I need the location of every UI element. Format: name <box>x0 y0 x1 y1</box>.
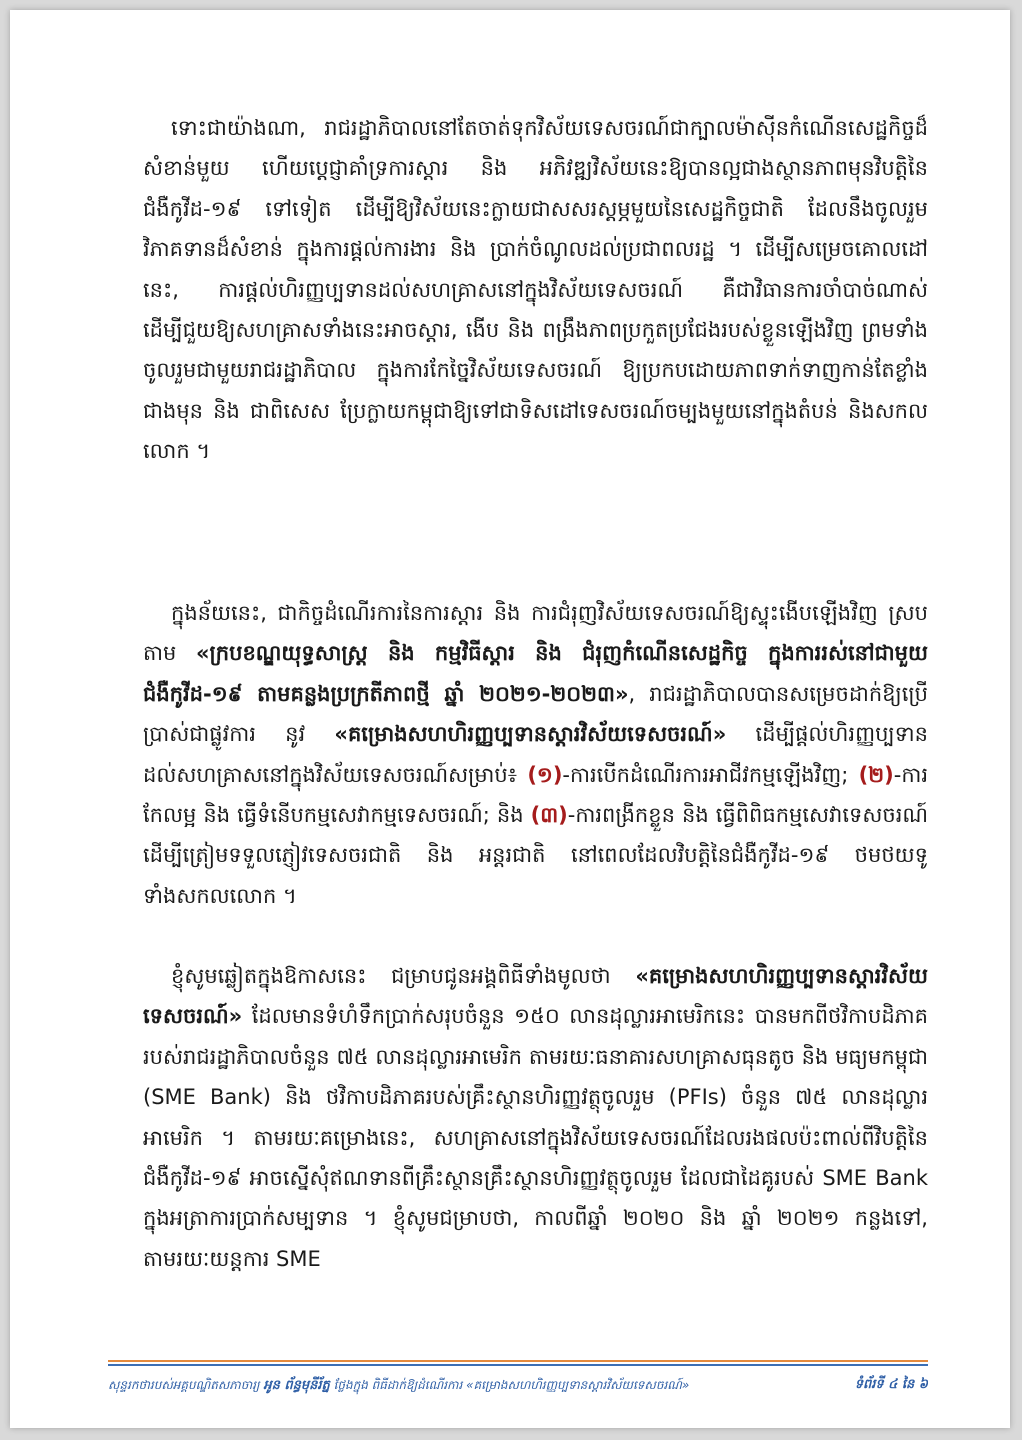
paragraph-1-text: ទោះជាយ៉ាងណា, រាជរដ្ឋាភិបាលនៅតែចាត់ទុកវិស័យទេសចរណ៍ជាក្បាលម៉ាស៊ីនកំណើនសេដ្ឋកិច្ចដ៏សំខាន់មួយ ហើយប្ដេជ្ញាគាំទ្រការស្តារ និង អភិវឌ្ឍវិស័យនេះឱ្យបានល្អជាងស្ថានភាពមុនវិបត្តិនៃជំងឺកូវីដ-១៩ ទៅទៀត ដើម្បីឱ្យវិស័យនេះក្លាយជាសសរស្តម្ភមួយនៃសេដ្ឋកិច្ចជាតិ ដែលនឹងចូលរួមវិភាគទានដ៏សំខាន់ ក្នុងការផ្តល់ការងារ និង ប្រាក់ចំណូលដល់ប្រជាពលរដ្ឋ ។ ដើម្បីសម្រេចគោលដៅនេះ, ការផ្តល់ហិរញ្ញប្បទានដល់សហគ្រាសនៅក្នុងវិស័យទេសចរណ៍ គឺជាវិធានការចាំបាច់ណាស់ ដើម្បីជួយឱ្យសហគ្រាសទាំងនេះអាចស្តារ, ងើប និង ពង្រឹងភាពប្រកួតប្រជែងរបស់ខ្លួនឡើងវិញ ព្រមទាំងចូលរួមជាមួយរាជរដ្ឋាភិបាល ក្នុងការកែច្នៃវិស័យទេសចរណ៍ ឱ្យប្រកបដោយភាពទាក់ទាញកាន់តែខ្លាំងជាងមុន និង ជាពិសេស ប្រែក្លាយកម្ពុជាឱ្យទៅជាទិសដៅទេសចរណ៍ចម្បងមួយនៅក្នុងតំបន់ និងសកលលោក ។ <box>143 116 928 464</box>
paragraph-3 <box>143 956 928 1316</box>
paragraph-2-text-6: -ការពង្រីកខ្លួន និង ធ្វើពិពិធកម្មសេវាទេសចរណ៍ ដើម្បីត្រៀមទទួលភ្ញៀវទេសចរជាតិ និង អន្តរជាតិ នៅពេលដែលវិបត្តិនៃជំងឺកូវីដ-១៩ ថមថយទូទាំងសកលលោក ។ <box>143 803 928 908</box>
footer-divider <box>108 1360 928 1366</box>
footer-speaker-name: អូន ព័ន្ធមុនីរ័ត្ន <box>263 1378 330 1393</box>
paragraph-2 <box>143 593 928 934</box>
footer-suffix: ថ្លែងក្នុង ពិធីដាក់ឱ្យដំណើរការ «គម្រោងសហហិរញ្ញប្បទានស្តារវិស័យទេសចរណ៍» <box>329 1378 690 1392</box>
paragraph-3-text-2: ដែលមានទំហំទឹកប្រាក់សរុបចំនួន ១៥០ លានដុល្លារអាមេរិកនេះ បានមកពីថវិកាបដិភាគរបស់រាជរដ្ឋាភិបាលចំនួន ៧៥ លានដុល្លារអាមេរិក តាមរយៈធនាគារសហគ្រាសធុនតូច និង មធ្យមកម្ពុជា (SME Bank) និង ថវិកាបដិភាគរបស់គ្រឹះស្ថានហិរញ្ញវត្ថុចូលរួម (PFIs) ចំនួន ៧៥ លានដុល្លារអាមេរិក ។ តាមរយៈគម្រោងនេះ, សហគ្រាសនៅក្នុងវិស័យទេសចរណ៍ដែលរងផលប៉ះពាល់ពីវិបត្តិនៃជំងឺកូវីដ-១៩ អាចស្នើសុំឥណទានពីគ្រឹះស្ថានគ្រឹះស្ថានហិរញ្ញវត្ថុចូលរួម ដែលជាដៃគូរបស់ SME Bank ក្នុងអត្រាការប្រាក់សម្បទាន ។ ខ្ញុំសូមជម្រាបថា, កាលពីឆ្នាំ ២០២០ និង ឆ្នាំ ២០២១ កន្លងទៅ, តាមរយៈយន្តការ SME <box>143 1004 928 1271</box>
document-page <box>10 10 1010 1428</box>
footer-prefix: សុន្ទរកថារបស់អគ្គបណ្ឌិតសភាចារ្យ <box>108 1378 264 1392</box>
paragraph-3-text-1: ខ្ញុំសូមឆ្លៀតក្នុងឱកាសនេះ ជម្រាបជូនអង្គពិធីទាំងមូលថា <box>171 964 636 988</box>
strategic-framework-title: «ក្របខណ្ឌយុទ្ធសាស្ត្រ និង កម្មវិធីស្តារ និង ជំរុញកំណើនសេដ្ឋកិច្ច ក្នុងការរស់នៅជាមួយជំងឺកូវីដ-១៩ តាមគន្លងប្រក្រតីភាពថ្មី ឆ្នាំ ២០២១-២០២៣» <box>143 641 928 706</box>
page-footer <box>108 1372 928 1402</box>
project-title: «គម្រោងសហហិរញ្ញប្បទានស្តារវិស័យទេសចរណ៍» <box>334 722 727 747</box>
list-number-1: (១) <box>527 762 563 787</box>
list-number-3: (៣) <box>530 803 568 828</box>
paragraph-2-text-2: , រាជរដ្ឋាភិបាលបានសម្រេចដាក់ឱ្យប្រើប្រាស់ជាផ្លូវការ នូវ <box>143 681 928 747</box>
paragraph-2-text-1: ក្នុងន័យនេះ, ជាកិច្ចដំណើរការនៃការស្តារ និង ការជំរុញវិស័យទេសចរណ៍ឱ្យស្ទុះងើបឡើងវិញ ស្របតាម <box>143 601 928 666</box>
project-title-repeat: «គម្រោងសហហិរញ្ញប្បទានស្តារវិស័យទេសចរណ៍» <box>143 964 928 1029</box>
footer-rule-orange <box>108 1360 928 1362</box>
page-number: ទំព័រទី ៤ នៃ ៦ <box>854 1377 928 1392</box>
paragraph-1 <box>143 108 928 571</box>
paragraph-2-text-4: -ការបើកដំណើរការអាជីវកម្មឡើងវិញ; <box>562 762 859 787</box>
footer-rule-blue <box>108 1364 928 1366</box>
paragraph-2-text-5: -ការកែលម្អ និង ធ្វើទំនើបកម្មសេវាកម្មទេសចរណ៍; និង <box>143 762 928 828</box>
paragraph-2-text-3: ដើម្បីផ្តល់ហិរញ្ញប្បទានដល់សហគ្រាសនៅក្នុងវិស័យទេសចរណ៍សម្រាប់៖ <box>143 722 928 787</box>
document-body <box>143 108 928 1318</box>
list-number-2: (២) <box>858 762 894 787</box>
footer-caption <box>108 1372 808 1399</box>
